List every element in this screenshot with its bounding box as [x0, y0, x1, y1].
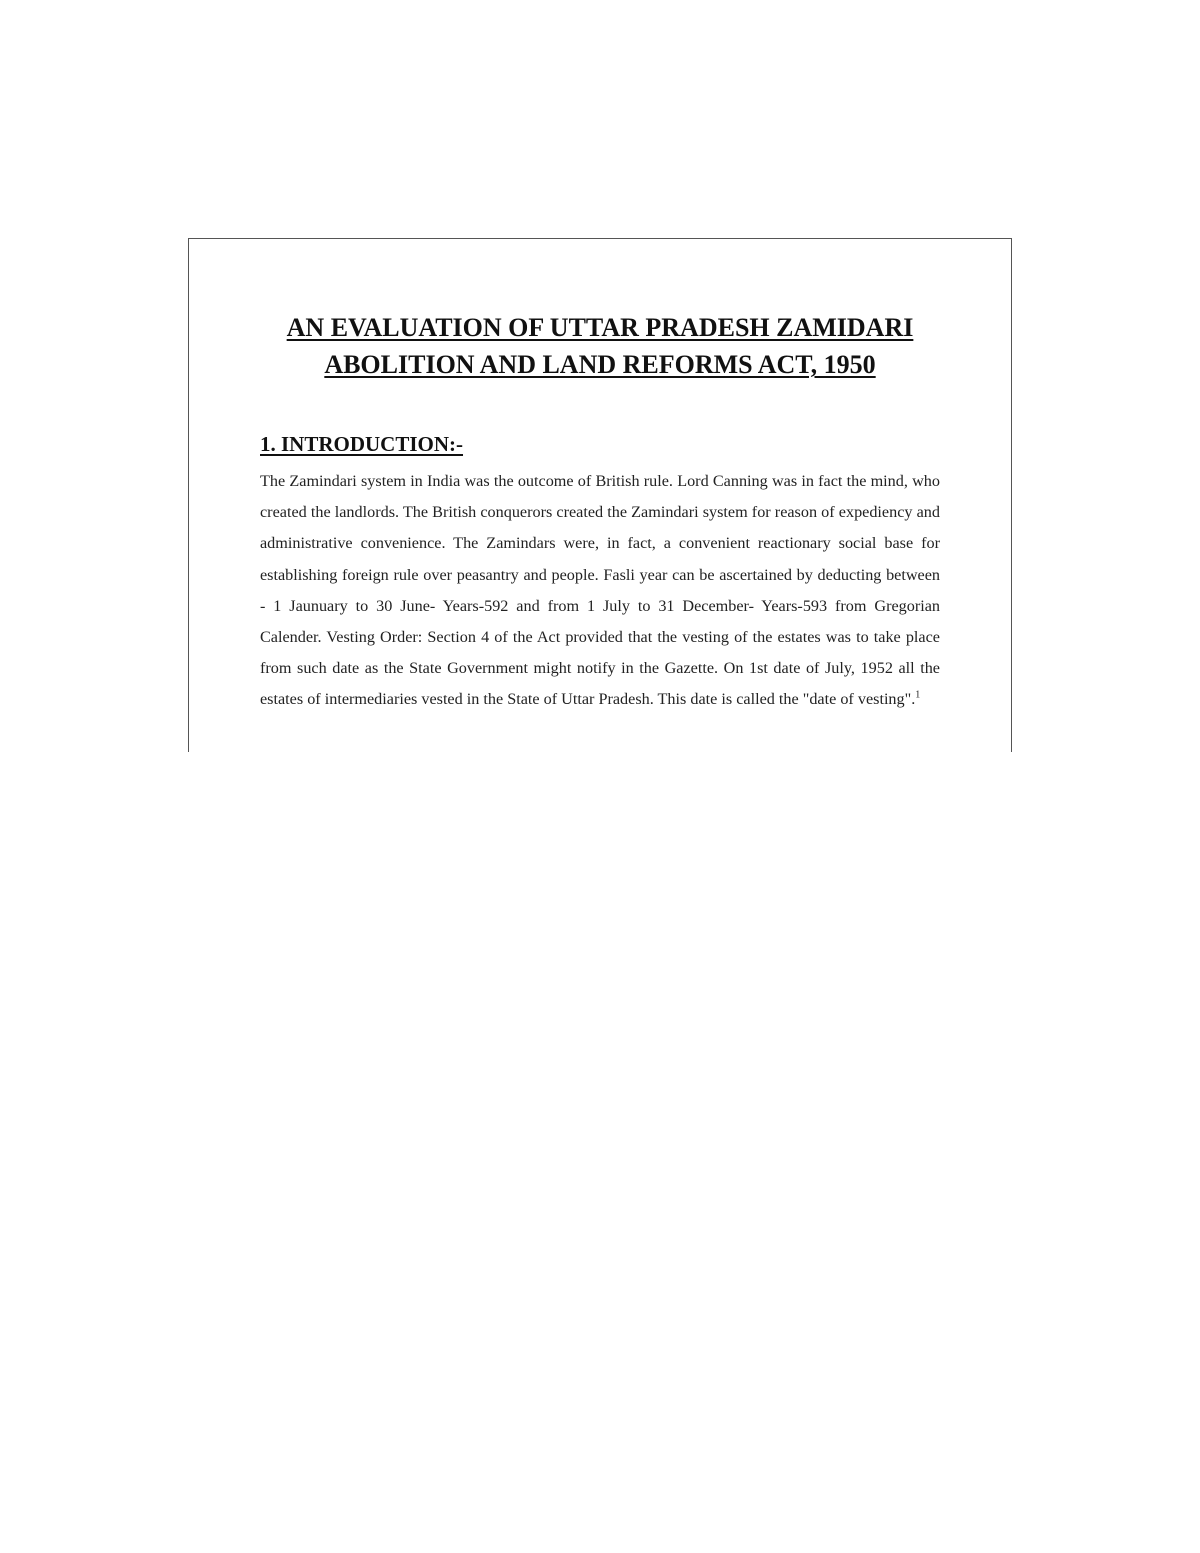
introduction-text: The Zamindari system in India was the outcome of British rule. Lord Canning was in fact the mind, who created the landlords. The British conquerors created the Zamindari system for reason of expediency and administrative convenience. The Zamindars were, in fact, a convenient reactionary social base for establishing foreign rule over peasantry and people. Fasli year can be ascertained by deducting between - 1 Jaunuary to 30 June- Years-592 and from 1 July to 31 December- Years-593 from Gregorian Calender. Vesting Order: Section 4 of the Act provided that the vesting of the estates was to take place from such date as the State Government might notify in the Gazette. On 1st date of July, 1952 all the estates of intermediaries vested in the State of Uttar Pradesh. This date is called the "date of vesting". — [260, 472, 940, 709]
section-heading-introduction: 1. INTRODUCTION:- — [260, 432, 464, 456]
footnote-reference[interactable]: 1 — [915, 690, 921, 702]
document-title: AN EVALUATION OF UTTAR PRADESH ZAMIDARI ABOLITION AND LAND REFORMS ACT, 1950 — [286, 313, 914, 379]
introduction-paragraph — [260, 466, 940, 716]
